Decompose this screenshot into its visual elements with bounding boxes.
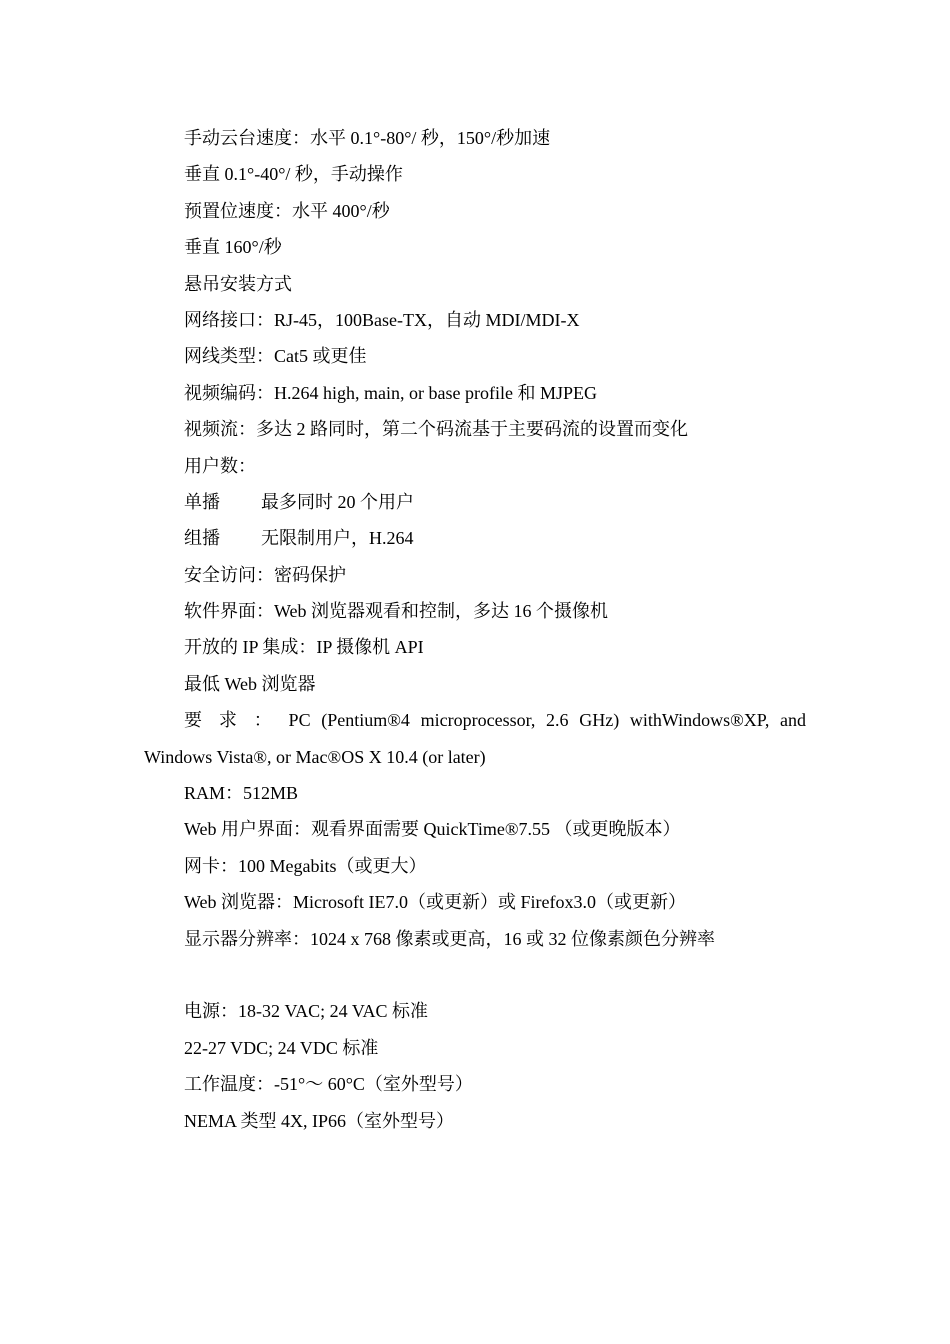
user-type-desc: 无限制用户，H.264 bbox=[261, 528, 414, 549]
spec-line-network-interface: 网络接口：RJ-45，100Base-TX，自动 MDI/MDI-X bbox=[184, 309, 580, 330]
spec-line-web-ui: Web 用户界面：观看界面需要 QuickTime®7.55 （或更晚版本） bbox=[184, 819, 681, 840]
spec-line-nic: 网卡：100 Megabits（或更大） bbox=[184, 855, 427, 876]
spec-line-ptz-vertical-speed: 垂直 0.1°-40°/ 秒，手动操作 bbox=[184, 164, 403, 185]
spec-row-multicast bbox=[144, 520, 806, 556]
spec-line-web-browser: Web 浏览器：Microsoft IE7.0（或更新）或 Firefox3.0（或更新） bbox=[184, 892, 687, 913]
spec-line-software-interface: 软件界面：Web 浏览器观看和控制，多达 16 个摄像机 bbox=[184, 601, 609, 622]
spec-line-open-ip: 开放的 IP 集成：IP 摄像机 API bbox=[184, 637, 424, 658]
spec-row-unicast bbox=[144, 484, 806, 520]
spec-line-video-encoding: 视频编码：H.264 high, main, or base profile 和 MJPEG bbox=[184, 382, 597, 403]
user-type-term: 组播 bbox=[184, 528, 220, 549]
user-type-term: 单播 bbox=[184, 491, 220, 512]
spec-line-min-browser: 最低 Web 浏览器 bbox=[184, 673, 316, 694]
spec-line-operating-temp: 工作温度：-51°～ 60°C（室外型号） bbox=[184, 1074, 473, 1095]
spec-line-requirements-cont: Windows Vista®, or Mac®OS X 10.4 (or later) bbox=[144, 746, 486, 767]
spec-line-display-resolution: 显示器分辨率：1024 x 768 像素或更高，16 或 32 位像素颜色分辨率 bbox=[184, 928, 715, 949]
spec-line-nema-rating: NEMA 类型 4X, IP66（室外型号） bbox=[184, 1110, 455, 1131]
spec-line-cable-type: 网线类型：Cat5 或更佳 bbox=[184, 346, 367, 367]
spec-line-video-streams: 视频流：多达 2 路同时，第二个码流基于主要码流的设置而变化 bbox=[184, 419, 688, 440]
spec-line-requirements: 要 求 ： PC (Pentium®4 microprocessor, 2.6 GHz) withWindows®XP, and bbox=[184, 710, 806, 731]
spec-text-body bbox=[144, 120, 806, 1139]
user-type-desc: 最多同时 20 个用户 bbox=[261, 491, 414, 512]
spec-line-preset-vertical: 垂直 160°/秒 bbox=[184, 237, 282, 258]
blank-line bbox=[144, 957, 806, 993]
spec-line-security: 安全访问：密码保护 bbox=[184, 564, 346, 585]
spec-line-mounting: 悬吊安装方式 bbox=[184, 273, 292, 294]
spec-line-users: 用户数： bbox=[184, 455, 256, 476]
spec-line-power-dc: 22-27 VDC; 24 VDC 标准 bbox=[184, 1037, 379, 1058]
spec-line-ram: RAM：512MB bbox=[184, 783, 299, 804]
spec-line-preset-speed: 预置位速度：水平 400°/秒 bbox=[184, 200, 390, 221]
spec-line-power-ac: 电源：18-32 VAC; 24 VAC 标准 bbox=[184, 1001, 429, 1022]
spec-line-ptz-manual-speed: 手动云台速度：水平 0.1°-80°/ 秒，150°/秒加速 bbox=[184, 128, 551, 148]
